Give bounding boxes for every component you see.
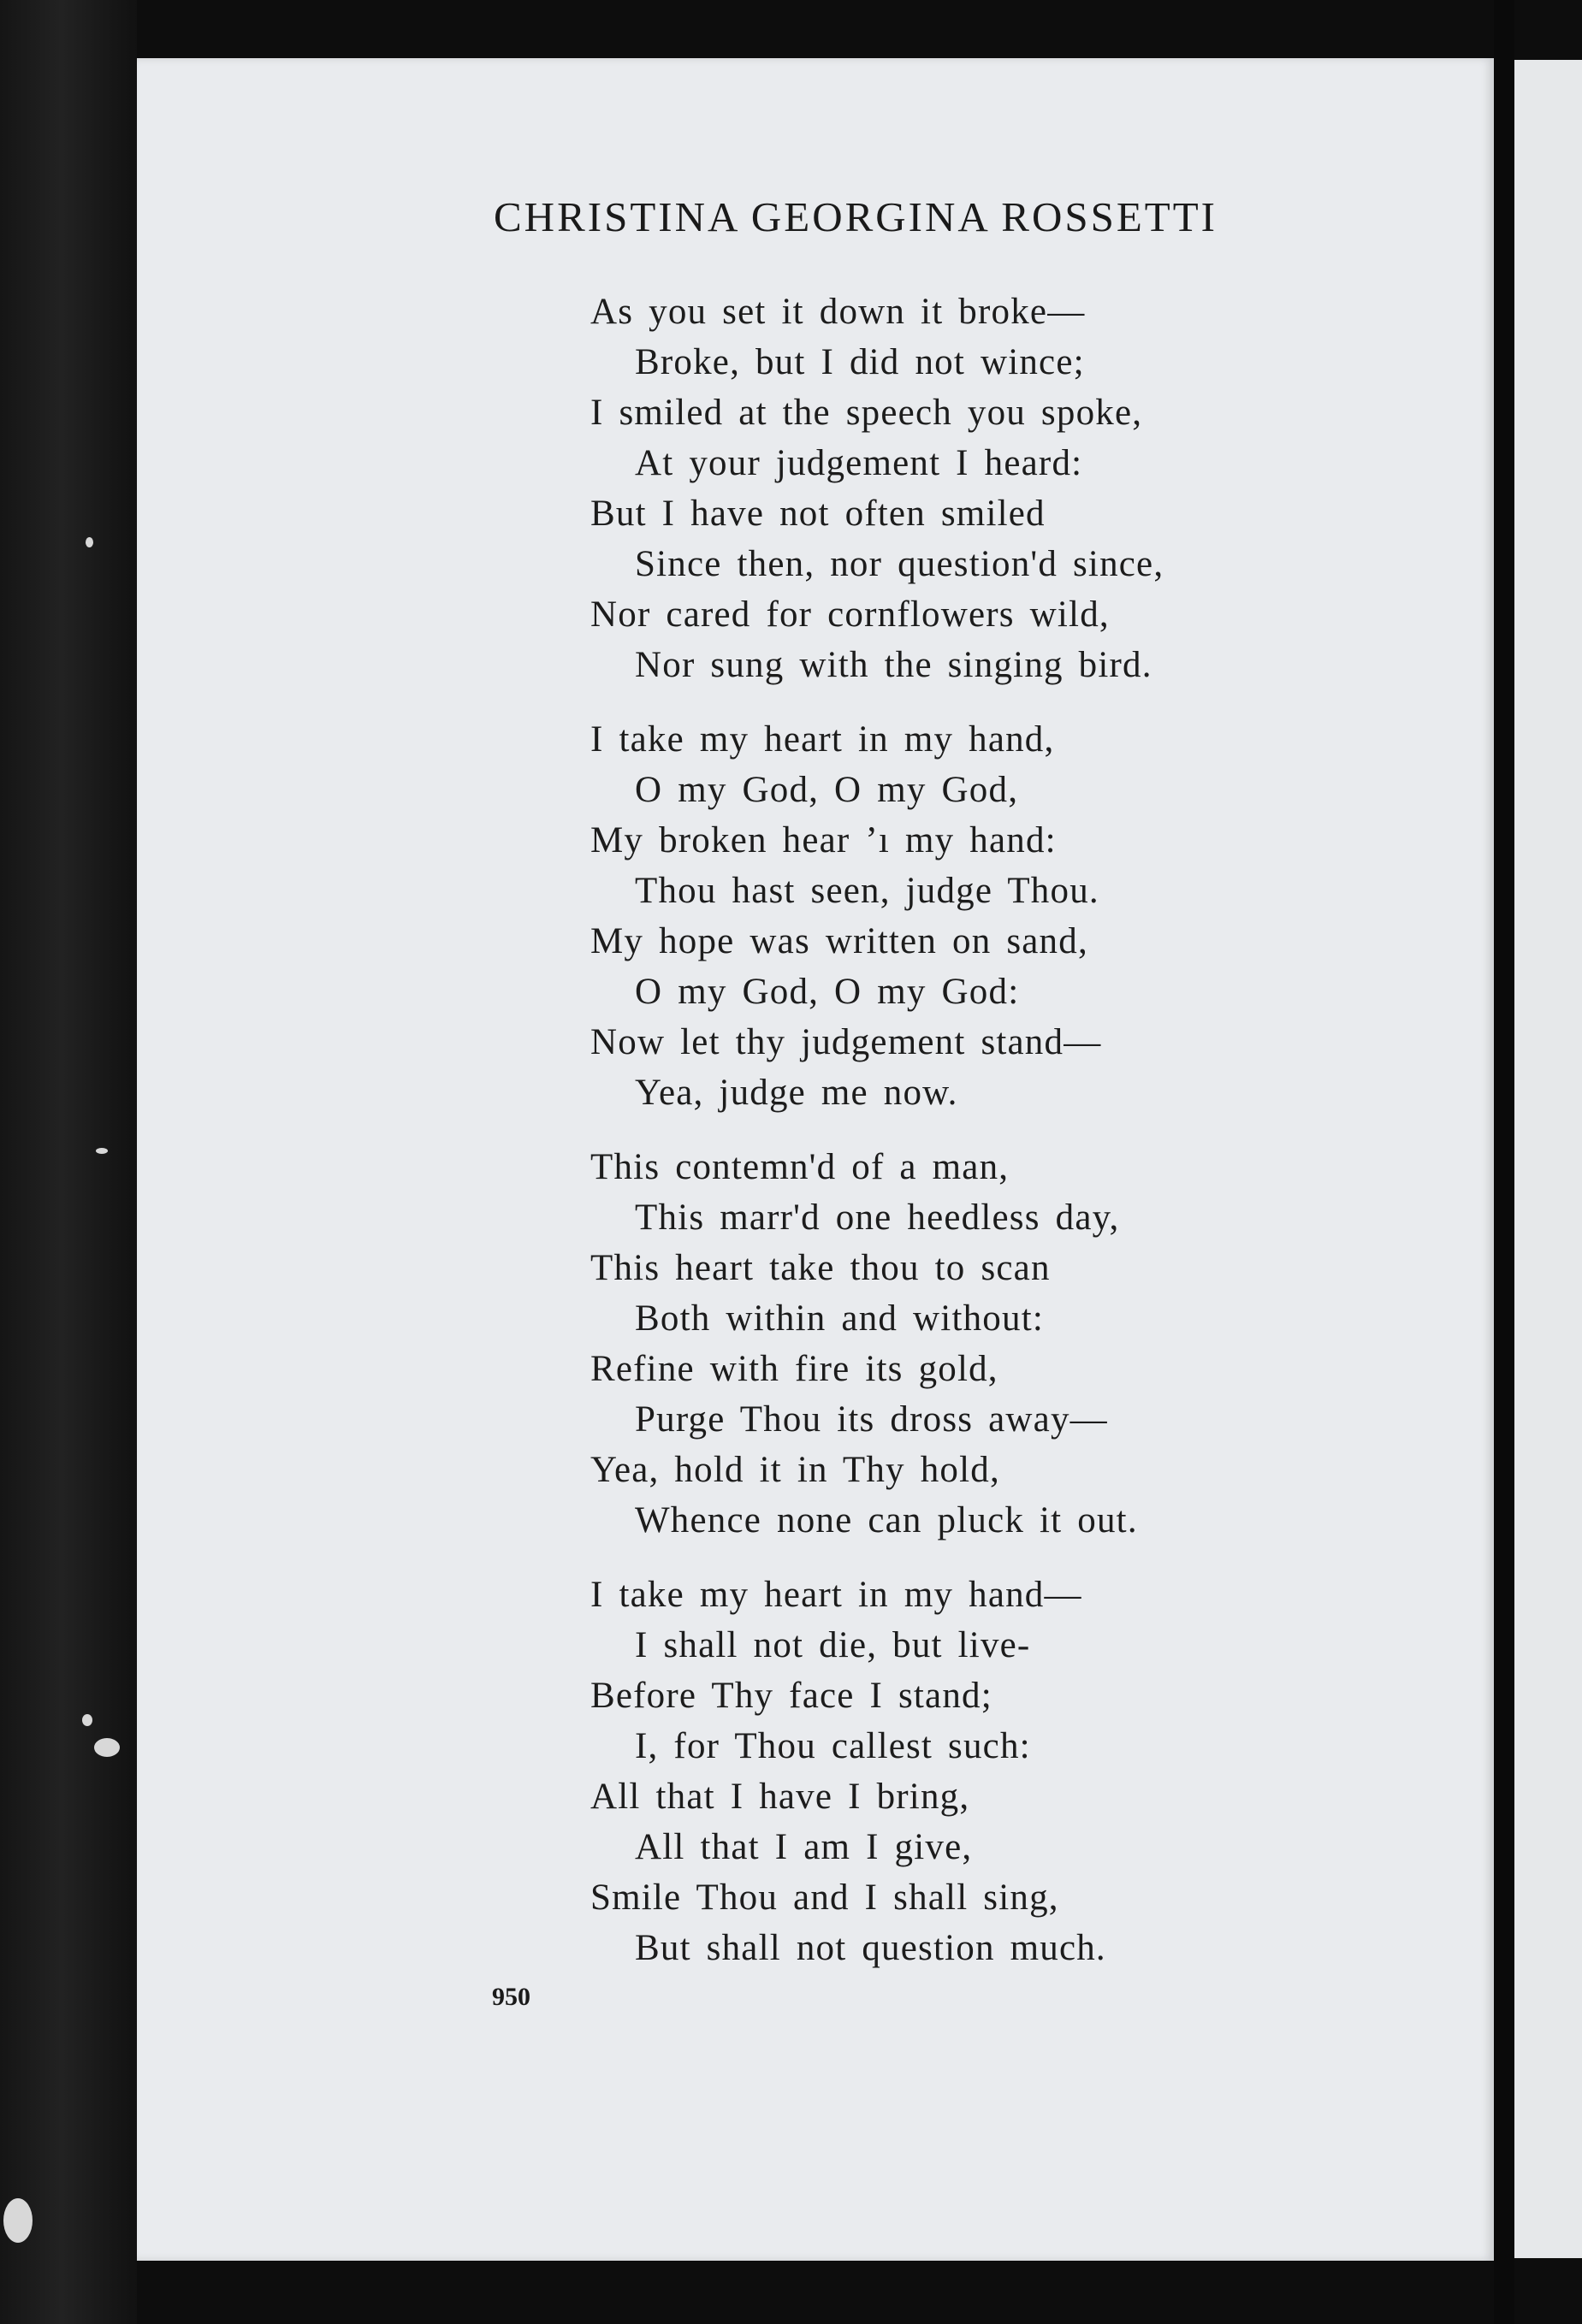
poem-line: Thou hast seen, judge Thou. (635, 871, 1099, 911)
poem-line: This contemn'd of a man, (590, 1147, 1010, 1187)
poem-line: Smile Thou and I shall sing, (590, 1878, 1059, 1918)
running-head: CHRISTINA GEORGINA ROSSETTI (494, 193, 1218, 240)
page-gutter (1494, 0, 1514, 2324)
stanza (590, 714, 1301, 1118)
facing-page-edge (1514, 60, 1582, 2258)
poem-line: Broke, but I did not wince; (635, 342, 1085, 382)
scan-speck (96, 1148, 108, 1154)
poem-line: At your judgement I heard: (635, 443, 1083, 483)
poem-line: Refine with fire its gold, (590, 1349, 998, 1389)
poem-line: I take my heart in my hand, (590, 719, 1055, 760)
stanza (590, 1142, 1301, 1546)
scan-speck (94, 1738, 120, 1757)
poem-line: As you set it down it broke— (590, 292, 1086, 332)
stanza (590, 1570, 1301, 1973)
poem-line: I smiled at the speech you spoke, (590, 393, 1143, 433)
scan-speck (3, 2198, 33, 2243)
poem-body (590, 287, 1301, 1997)
poem-line: Both within and without: (635, 1298, 1044, 1339)
poem-line: Yea, hold it in Thy hold, (590, 1450, 1000, 1490)
scan-left-edge (0, 0, 137, 2324)
stanza (590, 287, 1301, 690)
poem-line: I, for Thou callest such: (635, 1726, 1031, 1766)
poem-line: Now let thy judgement stand— (590, 1022, 1102, 1062)
poem-line: But I have not often smiled (590, 494, 1046, 534)
poem-line: Nor sung with the singing bird. (635, 645, 1152, 685)
poem-line: O my God, O my God: (635, 972, 1020, 1012)
poem-line: Nor cared for cornflowers wild, (590, 594, 1110, 635)
page-number: 950 (492, 1983, 530, 2011)
poem-line: O my God, O my God, (635, 770, 1019, 810)
poem-line: Purge Thou its dross away— (635, 1399, 1108, 1440)
poem-line: Since then, nor question'd since, (635, 544, 1164, 584)
poem-line: But shall not question much. (635, 1928, 1106, 1968)
scan-speck (86, 537, 93, 547)
scan-speck (82, 1714, 92, 1726)
poem-line: My broken hear ʼı my hand: (590, 820, 1057, 860)
poem-line: This marr'd one heedless day, (635, 1197, 1120, 1238)
poem-line: Yea, judge me now. (635, 1073, 958, 1113)
poem-line: This heart take thou to scan (590, 1248, 1051, 1288)
poem-line: I take my heart in my hand— (590, 1575, 1082, 1615)
poem-line: Before Thy face I stand; (590, 1676, 992, 1716)
poem-line: My hope was written on sand, (590, 921, 1088, 961)
poem-line: Whence none can pluck it out. (635, 1500, 1138, 1540)
poem-line: I shall not die, but live- (635, 1625, 1031, 1665)
poem-line: All that I am I give, (635, 1827, 973, 1867)
poem-line: All that I have I bring, (590, 1777, 970, 1817)
